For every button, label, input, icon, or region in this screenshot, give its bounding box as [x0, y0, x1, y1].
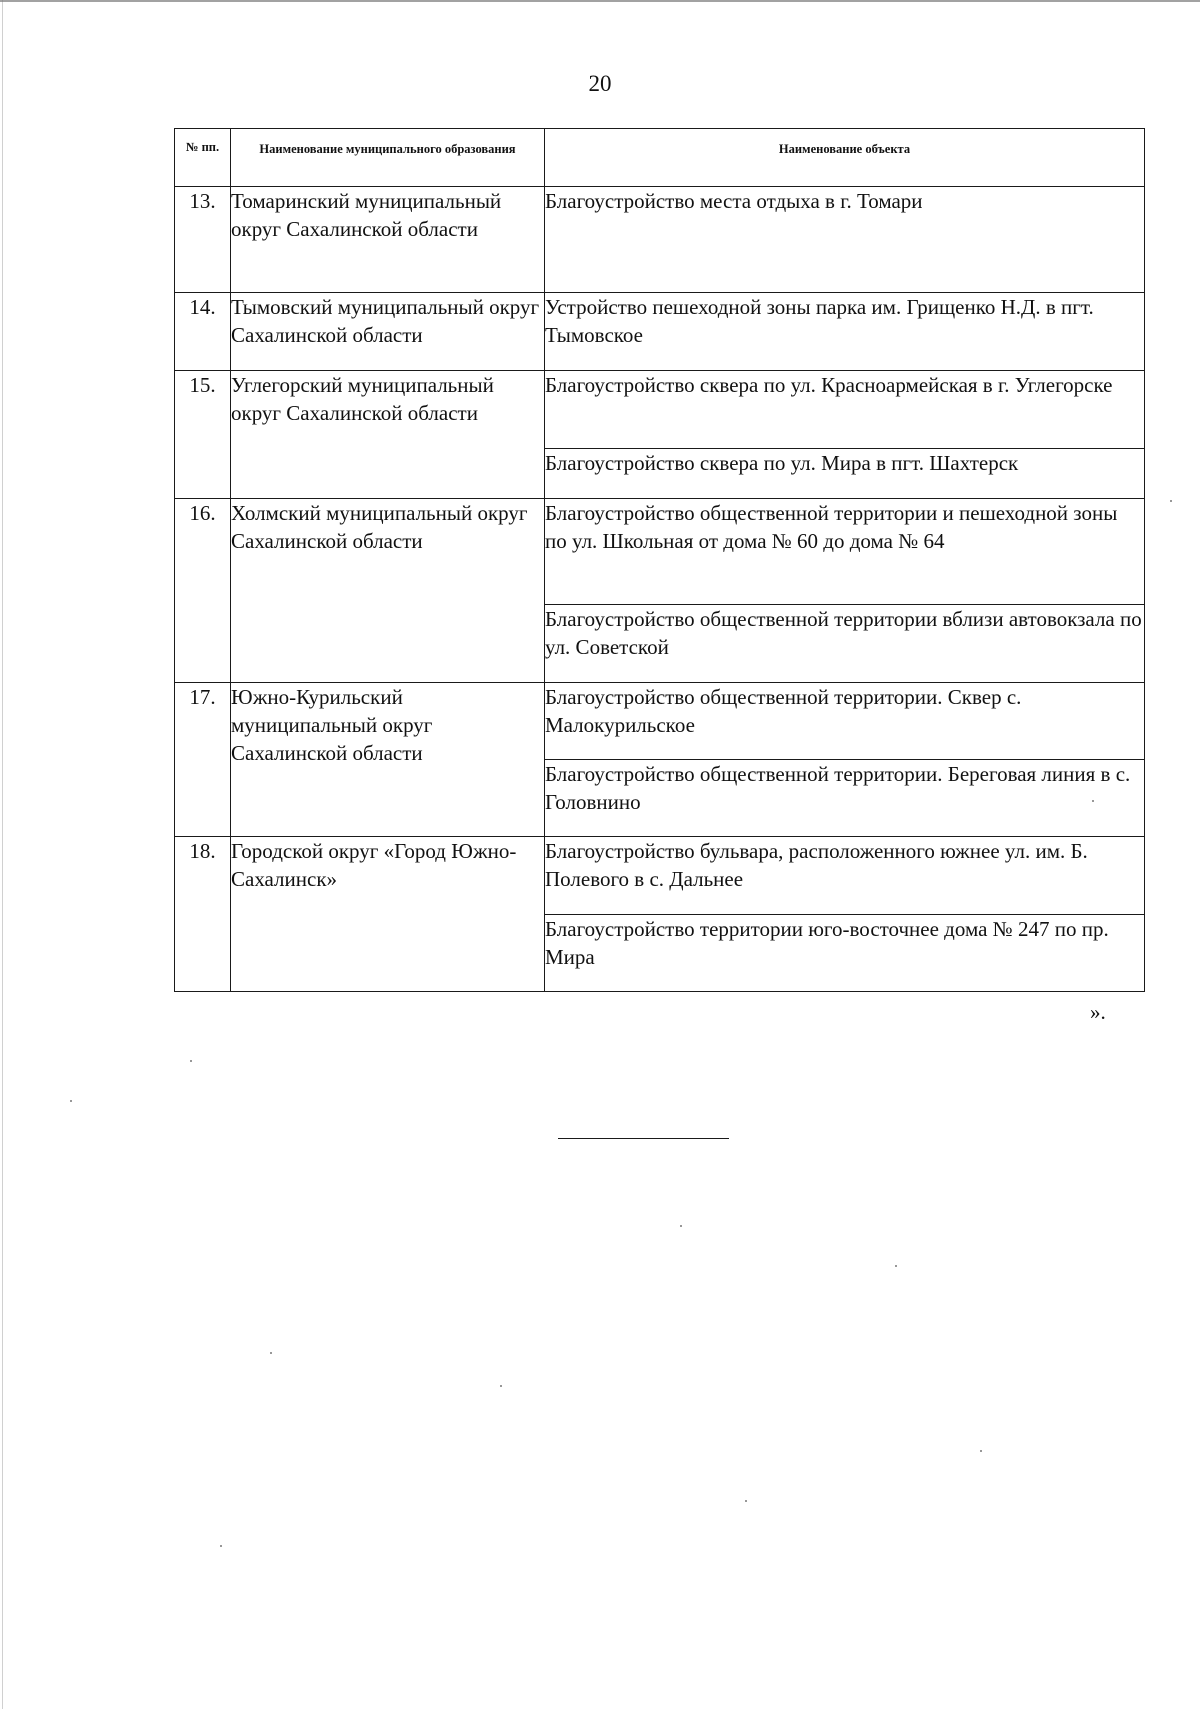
row-object: Благоустройство общественной территории. Береговая линия в с. Головнино [545, 760, 1145, 837]
table-row [175, 293, 1145, 371]
scan-edge-top [0, 0, 1200, 2]
scan-speck [220, 1545, 222, 1547]
row-municipality: Углегорский муниципальный округ Сахалинской области [231, 371, 545, 499]
row-object: Устройство пешеходной зоны парка им. Грищенко Н.Д. в пгт. Тымовское [545, 293, 1145, 371]
page-number: 20 [588, 71, 612, 96]
header-object: Наименование объекта [545, 129, 1145, 187]
row-number: 17. [175, 683, 231, 837]
closing-quote: ». [1090, 1000, 1106, 1024]
scan-speck [980, 1450, 982, 1452]
scan-speck [895, 1265, 897, 1267]
scan-speck [500, 1385, 502, 1387]
row-municipality: Томаринский муниципальный округ Сахалинской области [231, 187, 545, 293]
end-rule [558, 1138, 729, 1139]
table-row [175, 499, 1145, 605]
objects-table [174, 128, 1145, 992]
header-number: № пп. [175, 129, 231, 187]
row-municipality: Южно-Курильский муниципальный округ Сахалинской области [231, 683, 545, 837]
row-number: 13. [175, 187, 231, 293]
row-object: Благоустройство сквера по ул. Мира в пгт. Шахтерск [545, 449, 1145, 499]
scan-speck [1170, 500, 1172, 502]
table-header-row [175, 129, 1145, 187]
row-municipality: Тымовский муниципальный округ Сахалинской области [231, 293, 545, 371]
row-number: 15. [175, 371, 231, 499]
row-object: Благоустройство общественной территории вблизи автовокзала по ул. Советской [545, 605, 1145, 683]
row-municipality: Городской округ «Город Южно-Сахалинск» [231, 837, 545, 992]
scan-speck [1092, 800, 1094, 802]
table-row [175, 837, 1145, 915]
table-row [175, 187, 1145, 293]
scan-speck [680, 1225, 682, 1227]
row-object: Благоустройство места отдыха в г. Томари [545, 187, 1145, 293]
row-number: 18. [175, 837, 231, 992]
row-object: Благоустройство территории юго-восточнее дома № 247 по пр. Мира [545, 915, 1145, 992]
table-row [175, 683, 1145, 760]
row-municipality: Холмский муниципальный округ Сахалинской области [231, 499, 545, 683]
row-object: Благоустройство общественной территории и пешеходной зоны по ул. Школьная от дома № 60 до дома № 64 [545, 499, 1145, 605]
scan-edge-left [2, 0, 3, 1709]
scan-speck [190, 1060, 192, 1062]
row-object: Благоустройство общественной территории. Сквер с. Малокурильское [545, 683, 1145, 760]
row-object: Благоустройство сквера по ул. Красноармейская в г. Углегорске [545, 371, 1145, 449]
scan-speck [270, 1352, 272, 1354]
row-object: Благоустройство бульвара, расположенного южнее ул. им. Б. Полевого в с. Дальнее [545, 837, 1145, 915]
table-row [175, 371, 1145, 449]
scan-speck [70, 1100, 72, 1102]
header-municipality: Наименование муниципального образования [231, 129, 545, 187]
scan-speck [745, 1500, 747, 1502]
row-number: 14. [175, 293, 231, 371]
row-number: 16. [175, 499, 231, 683]
